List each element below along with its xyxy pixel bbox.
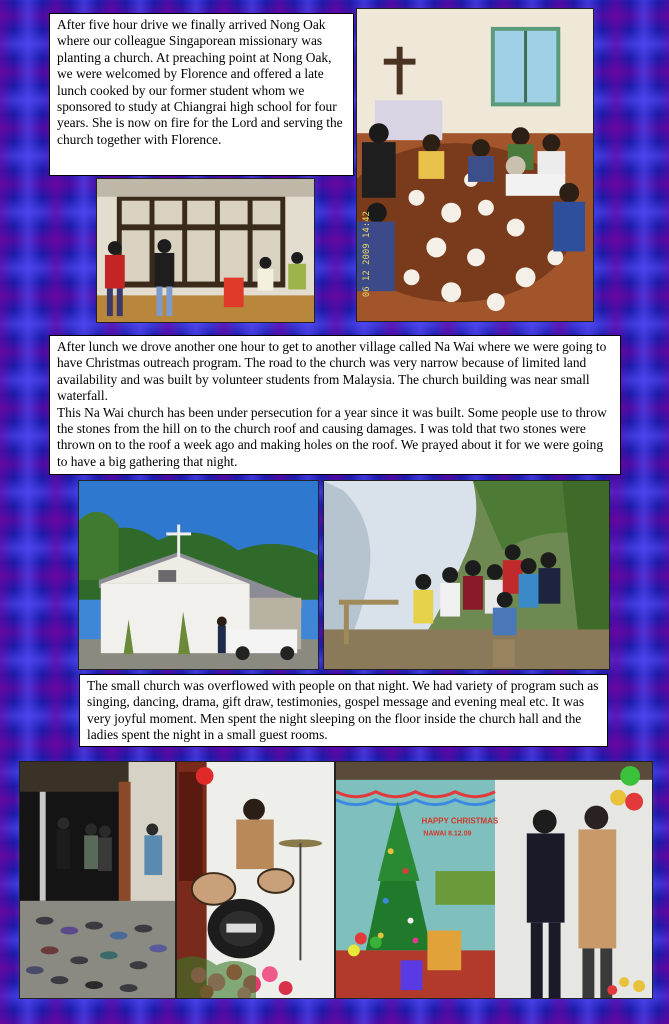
photo-lunch-floor (356, 8, 594, 322)
photo-christmas-singers (335, 761, 653, 999)
photo-waterfall-group (323, 480, 610, 670)
shoes-entrance-image (20, 762, 175, 998)
photo-church-building (78, 480, 319, 670)
na-wai-paragraph-2: This Na Wai church has been under persecution for a year since it was built. Some people use to throw the stones from the hill on to the church roof and causing damages. I was told that two stones were thrown on to the roof a week ago and making holes on the roof. We prayed about it for we were going to have a big gathering that night. (57, 404, 607, 469)
photo-drummer (176, 761, 335, 999)
intro-paragraph: After five hour drive we finally arrived Nong Oak where our colleague Singaporean missionary was planting a church. At preaching point at Nong Oak, we were welcomed by Florence and offered a late lunch cooked by our former student whom we sponsored to study at Chiangrai high school for four years. She is now on fire for the Lord and serving the church together with Florence. (57, 17, 343, 147)
waterfall-group-image (324, 481, 609, 669)
na-wai-text-box (49, 335, 621, 475)
night-paragraph: The small church was overflowed with people on that night. We had variety of program such as singing, dancing, drama, gift draw, testimonies, gospel message and evening meal etc. It was very joyful moment. Men spent the night sleeping on the floor inside the church hall and the ladies spent the night in a small guest rooms. (87, 678, 599, 743)
photo-preaching-point (96, 178, 315, 323)
na-wai-paragraph-1: After lunch we drove another one hour to get to another village called Na Wai where we were going to have Christmas outreach program. The road to the church was very narrow because of limited land availability and was built by volunteer students from Malaysia. The church building was near small waterfall. (57, 339, 607, 404)
photo-shoes-entrance (19, 761, 176, 999)
intro-text-box (49, 13, 354, 176)
christmas-singers-image (336, 762, 652, 998)
night-text-box (79, 674, 608, 747)
photo-timestamp: 06 12 2009 14:42 (361, 211, 372, 298)
church-building-image (79, 481, 318, 669)
drummer-image (177, 762, 334, 998)
christmas-banner-line-1: HAPPY CHRISTMAS (421, 816, 499, 826)
lunch-scene-image (357, 9, 593, 321)
christmas-banner-line-2: NAWAI 8.12.09 (423, 830, 472, 838)
preaching-point-image (97, 179, 314, 322)
